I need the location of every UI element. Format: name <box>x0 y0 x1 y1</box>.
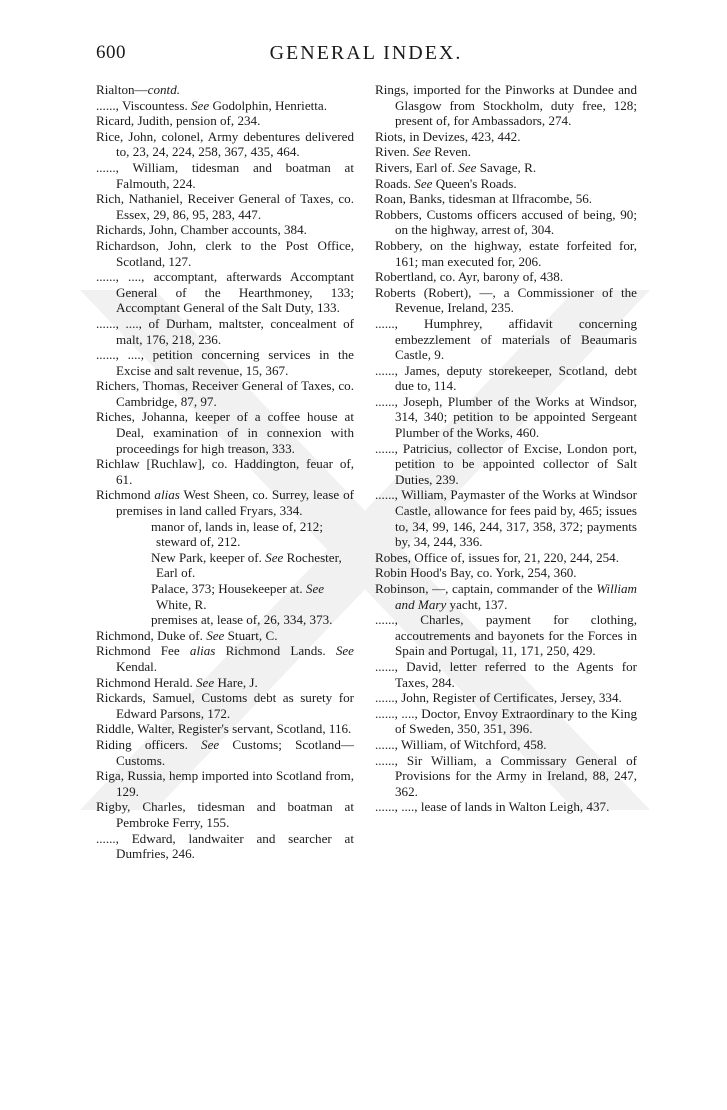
index-entry: Riga, Russia, hemp imported into Scotland from, 129. <box>96 768 354 799</box>
index-entry: Roberts (Robert), —, a Commissioner of the Revenue, Ireland, 235. <box>375 284 637 316</box>
index-entry: Riots, in Devizes, 423, 442. <box>375 128 521 144</box>
index-entry: Richlaw [Ruchlaw], co. Haddington, feuar of, 61. <box>96 456 354 487</box>
index-entry: Robertland, co. Ayr, barony of, 438. <box>375 269 564 285</box>
index-entry: ......, William, tidesman and boatman at Falmouth, 224. <box>96 159 354 191</box>
index-entry: Richardson, John, clerk to the Post Office, Scotland, 127. <box>96 237 354 269</box>
index-entry: Ricard, Judith, pension of, 234. <box>96 113 261 129</box>
index-entry: ......, ...., of Durham, maltster, concealment of malt, 176, 218, 236. <box>96 315 354 347</box>
index-entry: Robes, Office of, issues for, 21, 220, 244, 254. <box>375 549 619 565</box>
page-title: GENERAL INDEX. <box>269 42 463 64</box>
index-entry: Richmond Herald. See Hare, J. <box>96 674 258 690</box>
index-column-left <box>96 82 354 862</box>
index-entry: Riding officers. See Customs; Scotland—Customs. <box>96 736 354 768</box>
index-entry: Riddle, Walter, Register's servant, Scotland, 116. <box>96 721 352 737</box>
index-entry: Rings, imported for the Pinworks at Dundee and Glasgow from Stockholm, duty free, 128; present of, for Ambassadors, 274. <box>375 82 637 129</box>
index-entry: Robin Hood's Bay, co. York, 254, 360. <box>375 565 577 581</box>
index-entry: Rivers, Earl of. See Savage, R. <box>375 159 537 175</box>
index-entry: Richmond alias West Sheen, co. Surrey, lease of premises in land called Fryars, 334. <box>96 487 354 519</box>
index-entry: ......, Humphrey, affidavit concerning embezzlement of materials of Beaumaris Castle, 9. <box>375 315 637 363</box>
index-entry: ......, Sir William, a Commissary General of Provisions for the Army in Ireland, 88, 247, 362. <box>375 752 637 799</box>
index-subentry: New Park, keeper of. See Rochester, Earl of. <box>151 549 342 581</box>
index-entry: ......, ...., lease of lands in Walton Leigh, 437. <box>375 799 610 815</box>
index-entry: Riven. See Reven. <box>375 144 471 160</box>
index-entry: ......, ...., accomptant, afterwards Accomptant General of the Hearthmoney, 133; Accomptant General of the Salt Duty, 133. <box>96 269 354 316</box>
index-entry: ......, ...., petition concerning services in the Excise and salt revenue, 15, 367. <box>96 347 354 378</box>
index-entry: Richers, Thomas, Receiver General of Taxes, co. Cambridge, 87, 97. <box>96 378 354 409</box>
page-number: 600 <box>96 42 126 63</box>
index-entry: Rialton—contd. <box>96 82 181 97</box>
index-entry: Richmond Fee alias Richmond Lands. See Kendal. <box>96 643 354 674</box>
index-entry: Robbers, Customs officers accused of being, 90; on the highway, arrest of, 304. <box>375 206 637 238</box>
index-entry: Roads. See Queen's Roads. <box>375 175 517 191</box>
index-entry: ......, William, of Witchford, 458. <box>375 736 547 752</box>
index-entry: Riches, Johanna, keeper of a coffee house at Deal, examination of in connexion with proceedings for high treason, 333. <box>96 409 354 456</box>
index-entry: Robinson, —, captain, commander of the William and Mary yacht, 137. <box>375 581 637 612</box>
index-entry: ......, William, Paymaster of the Works at Windsor Castle, allowance for fees paid by, 465; issues to, 34, 99, 146, 244, 317, 358, 372; payments by, 34, 244, 336. <box>375 487 637 550</box>
index-entry: ......, Joseph, Plumber of the Works at Windsor, 314, 340; petition to be appointed Sergeant Plumber of the Works, 460. <box>375 393 637 441</box>
page-header <box>96 42 636 72</box>
index-entry: ......, ...., Doctor, Envoy Extraordinary to the King of Sweden, 350, 351, 396. <box>375 705 637 737</box>
index-entry: Rice, John, colonel, Army debentures delivered to, 23, 24, 224, 258, 367, 435, 464. <box>96 128 354 160</box>
index-entry: Roan, Banks, tidesman at Ilfracombe, 56. <box>375 191 593 207</box>
index-subentry: manor of, lands in, lease of, 212; steward of, 212. <box>151 518 323 550</box>
index-entry: ......, John, Register of Certificates, Jersey, 334. <box>375 690 622 706</box>
index-entry: ......, Edward, landwaiter and searcher at Dumfries, 246. <box>96 830 354 862</box>
index-entry: ......, James, deputy storekeeper, Scotland, debt due to, 114. <box>375 362 637 394</box>
index-entry: Rigby, Charles, tidesman and boatman at Pembroke Ferry, 155. <box>96 799 354 830</box>
index-entry: ......, David, letter referred to the Agents for Taxes, 284. <box>375 658 637 690</box>
index-entry: Robbery, on the highway, estate forfeited for, 161; man executed for, 206. <box>375 237 637 269</box>
index-entry: Rickards, Samuel, Customs debt as surety for Edward Parsons, 172. <box>96 690 354 721</box>
index-entry: ......, Viscountess. See Godolphin, Henrietta. <box>96 97 327 113</box>
index-entry: ......, Patricius, collector of Excise, London port, petition to be appointed collector of Salt Duties, 239. <box>375 440 637 487</box>
index-column-right <box>375 82 637 815</box>
index-subentry: premises at, lease of, 26, 334, 373. <box>151 612 333 628</box>
index-entry: Richmond, Duke of. See Stuart, C. <box>96 627 278 643</box>
index-entry: Rich, Nathaniel, Receiver General of Taxes, co. Essex, 29, 86, 95, 283, 447. <box>96 191 354 222</box>
index-subentry: Palace, 373; Housekeeper at. See White, R. <box>151 581 325 612</box>
index-entry: ......, Charles, payment for clothing, accoutrements and bayonets for the Forces in Spain and Portugal, 11, 171, 250, 429. <box>375 612 637 659</box>
index-entry: Richards, John, Chamber accounts, 384. <box>96 222 307 238</box>
